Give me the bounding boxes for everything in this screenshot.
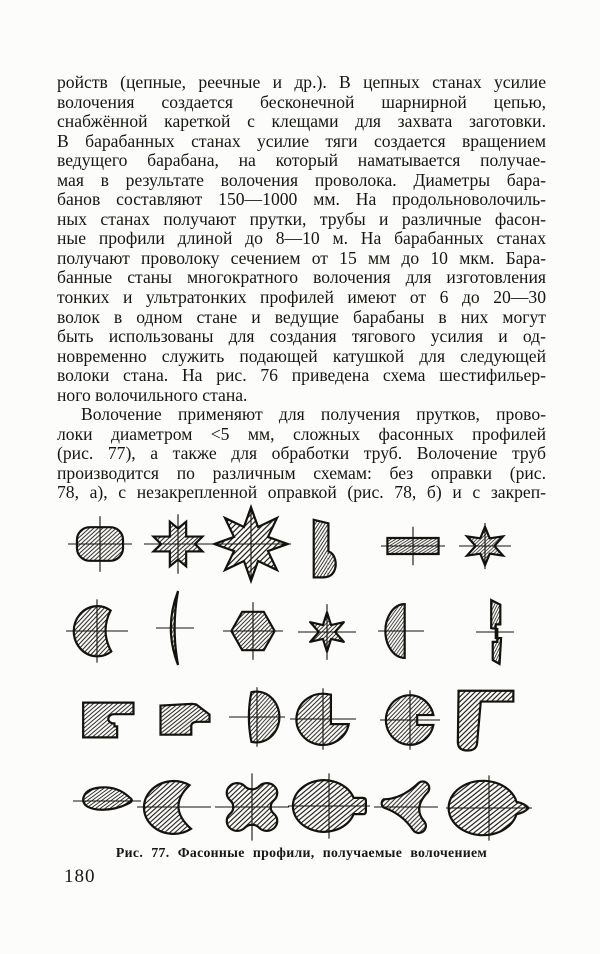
profile-tabbed-circle xyxy=(288,772,370,840)
profile-stadium xyxy=(68,515,132,573)
text-line: волок в одном стане и ведущие барабаны в них могут xyxy=(57,306,546,327)
profile-semicircle xyxy=(378,599,424,663)
text-line: волоки стана. На рис. 76 приведена схема шестифильер- xyxy=(57,365,546,386)
text-line: новременно служить подающей катушкой для следующей xyxy=(57,345,546,366)
text-line: ройств (цепные, реечные и др.). В цепных станах усилие xyxy=(57,72,546,92)
profile-angle xyxy=(446,685,520,757)
text-line: В барабанных станах усилие тяги создается вращением xyxy=(57,130,546,151)
page-number: 180 xyxy=(64,866,96,887)
text-line: Волочение применяют для получения прутков, прово- xyxy=(81,404,546,425)
profile-six-point-star xyxy=(459,522,511,570)
figure-caption: Рис. 77. Фасонные профили, получаемые волочением xyxy=(115,845,488,860)
profile-rectangle xyxy=(381,526,445,566)
profile-four-lobe xyxy=(215,772,289,842)
text-line: локи диаметром <5 мм, сложных фасонных профилей xyxy=(57,423,546,444)
text-line: снабжённой кареткой с клещами для захвата заготовки. xyxy=(57,111,546,132)
profile-bracket xyxy=(476,594,514,670)
profile-stepped-block xyxy=(75,691,143,749)
profile-six-lobe-star xyxy=(298,603,356,661)
profile-step-cut-circle xyxy=(290,687,356,751)
profile-bitten-circle xyxy=(66,598,128,664)
text-line: (рис. 77), а также для обработки труб. Волочение труб xyxy=(57,443,546,464)
text-line: получают проволоку сечением от 15 мм до 10 мкм. Бара- xyxy=(57,247,546,268)
profile-nub-circle xyxy=(446,774,532,842)
profile-notched-cross xyxy=(144,513,212,575)
text-line: банные станы многократного волочения для изготовления xyxy=(57,267,546,288)
text-line: производится по различным схемам: без оправки (рис. xyxy=(57,462,546,483)
text-line: банов составляют 150—1000 мм. На продольноволочиль- xyxy=(57,189,546,210)
text-block xyxy=(57,73,546,503)
profile-crescent xyxy=(137,774,211,840)
text-line: 78, а), с незакрепленной оправкой (рис. 78, б) и с закреп- xyxy=(57,482,546,503)
text-line: ные профили длиной до 8—10 м. На барабанных станах xyxy=(57,228,546,249)
profile-boot xyxy=(299,514,345,586)
profile-flat-sided-circle xyxy=(229,686,285,748)
profile-tricorn xyxy=(374,775,438,839)
text-line: ведущего барабана, на который наматывается получае- xyxy=(57,150,546,171)
profile-keyway-circle xyxy=(380,689,440,751)
text-line: ных станах получают прутки, трубы и различные фасон- xyxy=(57,208,546,229)
text-line: тонких и ультратонких профилей имеют от 6 до 20—30 xyxy=(57,287,546,308)
profile-meniscus xyxy=(156,586,194,670)
profile-hexagon xyxy=(223,601,283,661)
figure-canvas xyxy=(0,508,600,848)
profile-eight-point-star xyxy=(211,504,291,584)
text-line: волочения создается бесконечной шарнирной цепью, xyxy=(57,91,546,112)
profile-teardrop xyxy=(73,776,141,826)
text-line: ного волочильного стана. xyxy=(57,384,248,405)
profile-chamfered-block xyxy=(150,691,220,747)
text-line: быть использованы для создания тягового усилия и од- xyxy=(57,326,546,347)
text-line: мая в результате волочения проволока. Диаметры бара- xyxy=(57,169,546,190)
